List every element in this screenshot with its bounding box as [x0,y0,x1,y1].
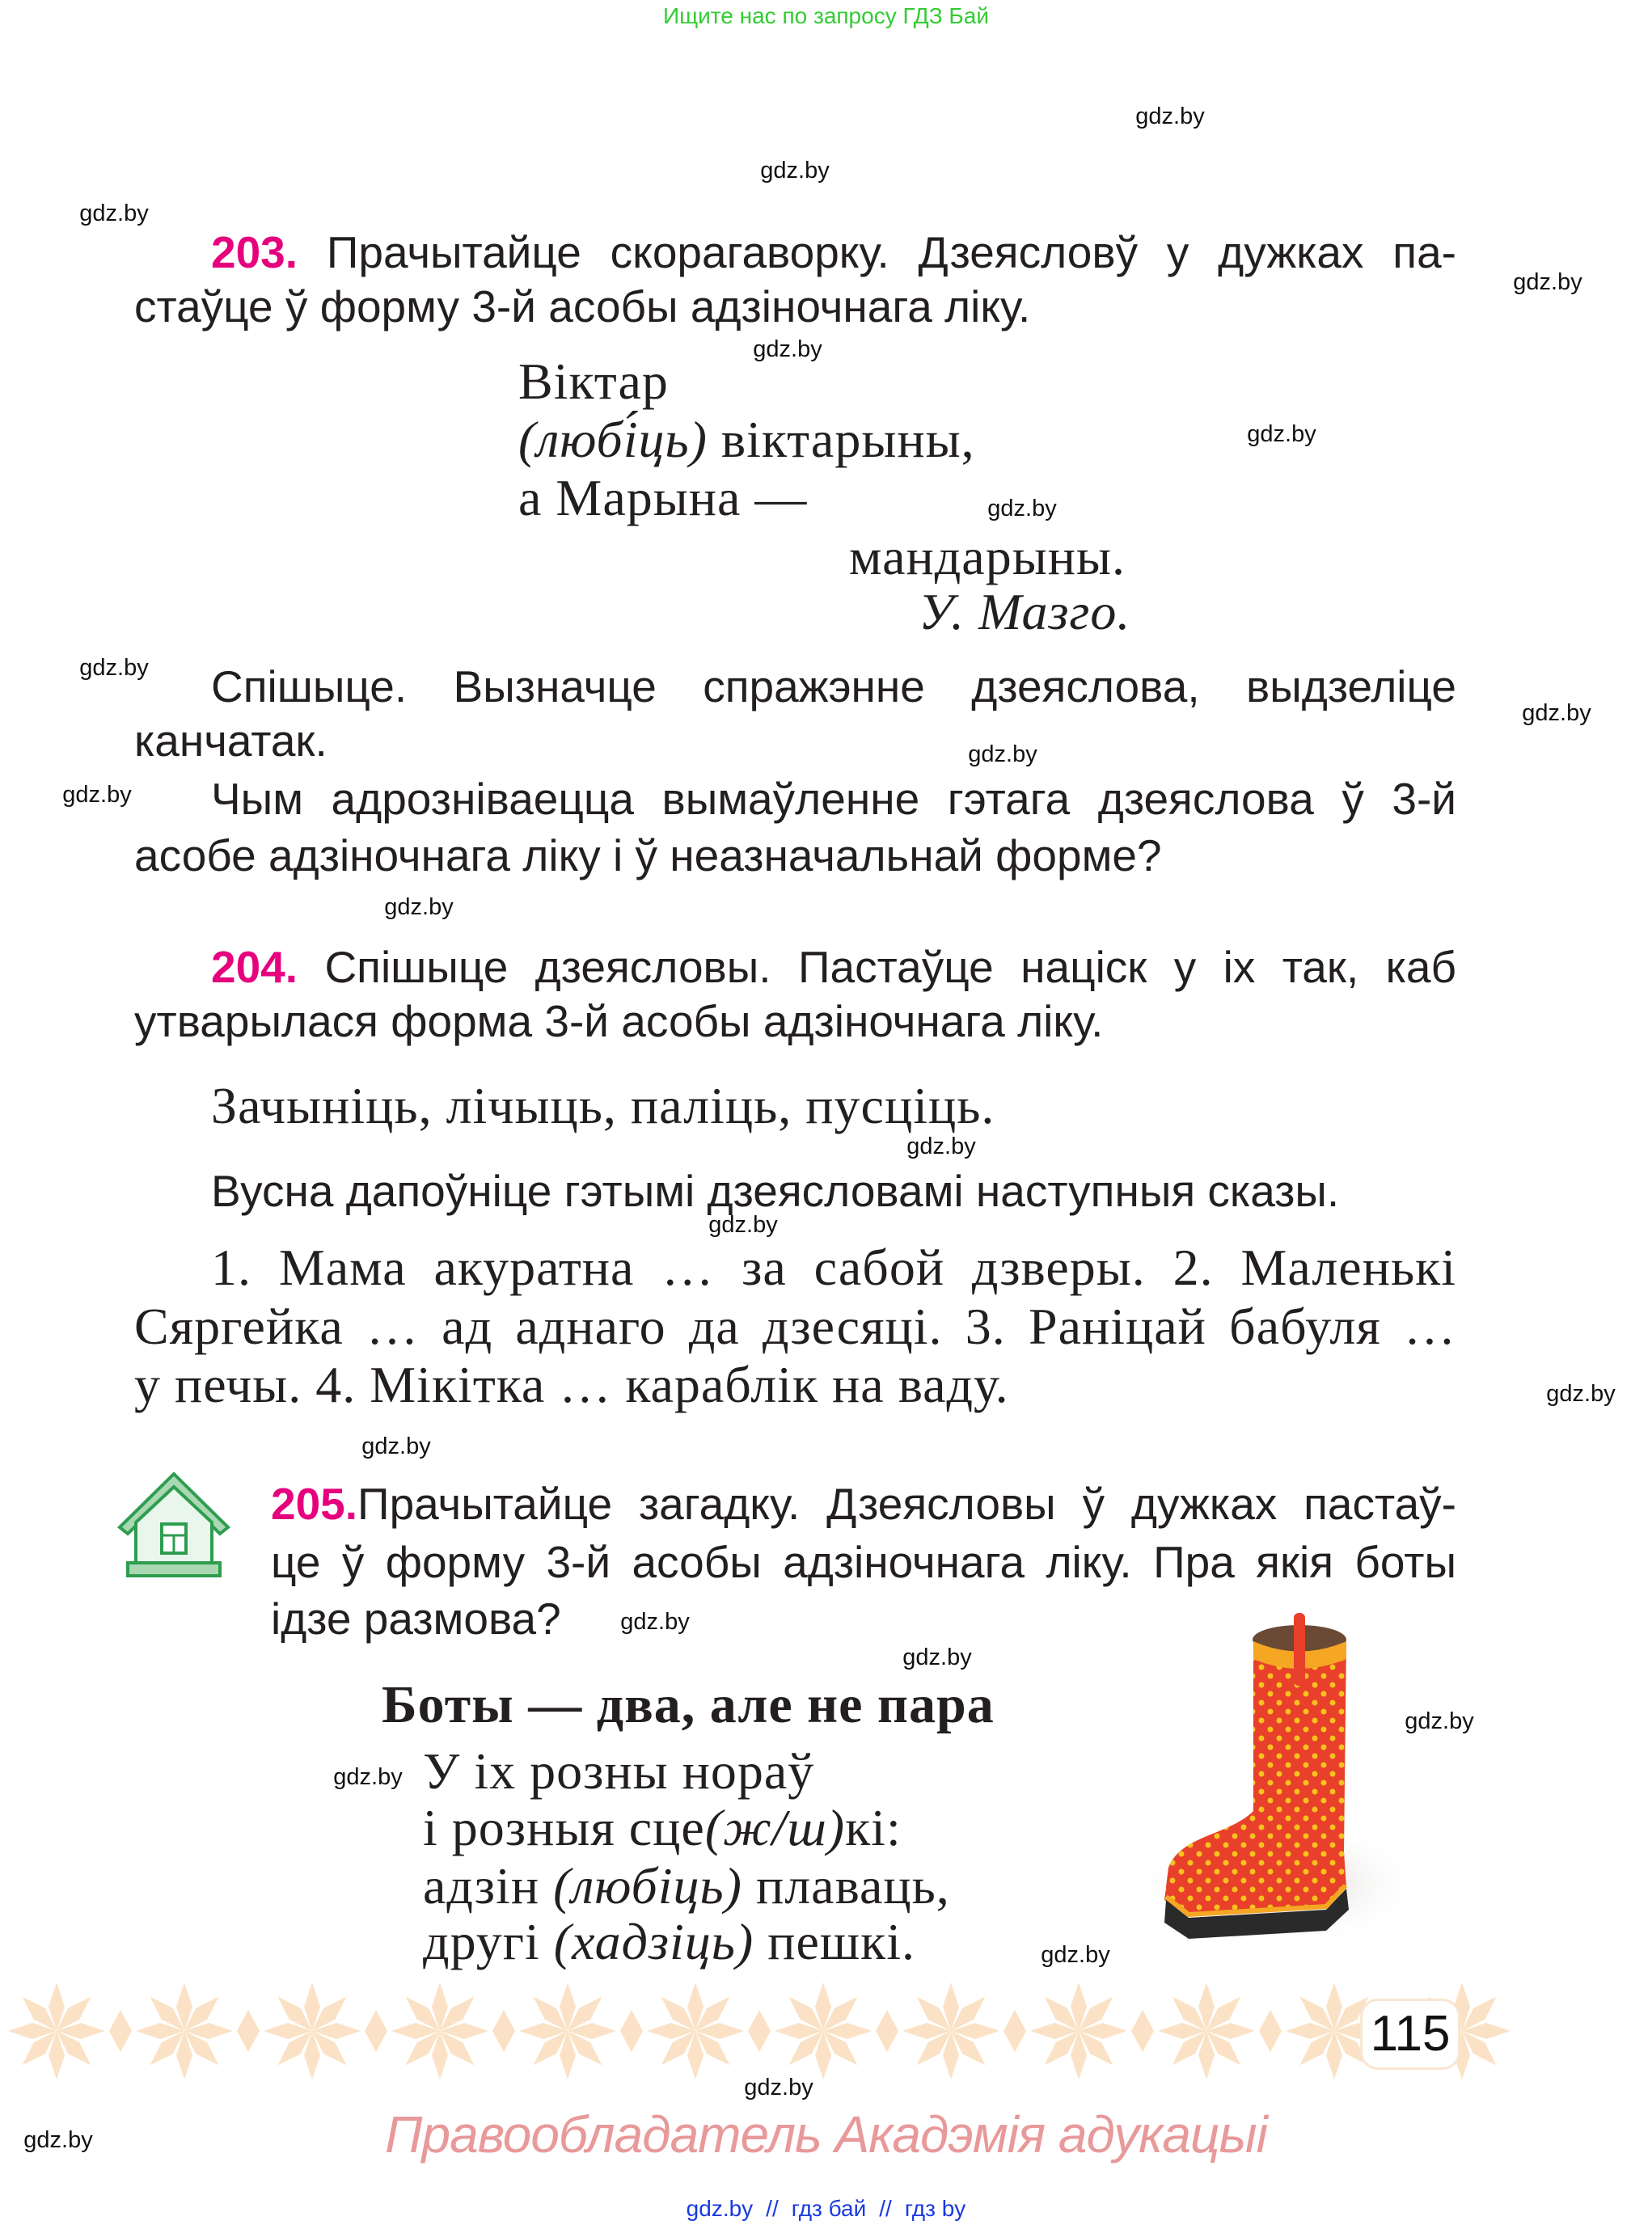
ornament-star [264,1982,361,2079]
ornament-star [1030,1982,1127,2079]
watermark: gdz.by [1522,700,1591,726]
poem-line: мандарыны. [849,528,1126,585]
watermark: gdz.by [906,1134,976,1159]
riddle-title: Боты — два, але не пара [382,1675,995,1734]
poem-author: У. Мазго. [919,583,1131,640]
footer-links [0,2196,1652,2222]
watermark: gdz.by [361,1433,431,1459]
watermark: gdz.by [1041,1942,1110,1968]
riddle-text: плаваць, [741,1857,950,1915]
poem-line: Віктар [518,353,669,410]
home-task-icon [116,1471,231,1579]
ex204-line2: утварылася форма 3-й асобы адзіночнага ліку. [134,996,1104,1046]
verb-in-brackets: (хадзіць) [553,1913,754,1970]
ornament-band [8,1981,1512,2082]
ex203-task2-line2: асобе адзіночнага ліку і ў неазначальнай форме? [134,830,1162,880]
watermark: gdz.by [987,496,1057,521]
watermark: gdz.by [760,158,830,184]
riddle-line: У іх розны нораў [423,1742,815,1800]
footer-link[interactable]: gdz.by [686,2196,754,2221]
ex203-task1-line1: Спішыце. Вызначце спражэнне дзеяслова, выдзеліце [211,661,1456,711]
letter-choice: (ж/ш) [704,1799,846,1856]
footer-link[interactable]: гдз by [904,2196,966,2221]
watermark: gdz.by [1135,103,1205,129]
rubber-boot-illustration [1132,1609,1423,1957]
separator: // [879,2196,892,2221]
ex205-text: Прачытайце загадку. Дзеясловы ў дужках пастаў- [357,1479,1456,1529]
verb-in-brackets: (любі́ць) [518,411,708,468]
exercise-number: 204. [211,942,298,992]
riddle-text: і розныя сце [423,1799,705,1856]
ornament-diamond [748,2010,771,2052]
exercise-number: 203. [211,227,298,277]
ornament-star [775,1982,872,2079]
search-hint: Ищите нас по запросу ГДЗ Бай [662,3,990,28]
watermark: gdz.by [968,741,1037,767]
watermark: gdz.by [753,336,822,362]
ornament-star [902,1982,999,2079]
ornament-star [519,1982,616,2079]
ex203-line1 [211,228,1456,277]
ex203-line2: стаўце ў форму 3-й асобы адзіночнага ліку. [134,281,1031,331]
watermark: gdz.by [1405,1708,1474,1734]
ornament-diamond [1003,2010,1026,2052]
page-number: 115 [1360,1999,1460,2070]
watermark: gdz.by [333,1764,403,1790]
riddle-text: пешкі. [754,1913,915,1970]
ex204-text: Спішыце дзеясловы. Пастаўце націск у іх так, каб [324,942,1456,992]
ex203-task2-line1: Чым адрозніваецца вымаўленне гэтага дзеяслова ў 3-й [211,774,1456,824]
ex204-sentence-line: Сяргейка … ад аднаго да дзесяці. 3. Раніцай бабуля … [134,1298,1456,1355]
watermark: gdz.by [62,782,132,808]
ex205-line3: ідзе размова? [271,1594,561,1644]
ornament-diamond [876,2010,898,2052]
ex203-text: Прачытайце скорагаворку. Дзеясловў у дужках па- [326,227,1456,277]
watermark: gdz.by [744,2075,813,2100]
ex205-line2: це ў форму 3-й асобы адзіночнага ліку. Пра якія боты [271,1537,1456,1587]
ex204-sentence-line: у печы. 4. Мікітка … караблік на ваду. [134,1356,1009,1413]
verb-in-brackets: (любіць) [553,1857,742,1915]
ornament-star [1158,1982,1255,2079]
ornament-star [391,1982,488,2079]
exercise-number: 205. [271,1479,358,1529]
ornament-star [136,1982,233,2079]
ornament-star [647,1982,744,2079]
ornament-diamond [1259,2010,1282,2052]
ornament-diamond [237,2010,260,2052]
poem-text: віктарыны, [707,411,975,468]
riddle-line [423,1799,902,1856]
ex204-verbs: Зачыніць, лічыць, паліць, пусціць. [211,1077,995,1134]
watermark: gdz.by [708,1212,778,1238]
riddle-text: адзін [423,1857,554,1915]
ex204-line1 [211,943,1456,991]
watermark: gdz.by [79,201,149,226]
riddle-line [423,1857,950,1915]
poem-line: а Марына — [518,469,808,526]
ex204-task: Вусна дапоўніце гэтымі дзеясловамі наступныя сказы. [211,1166,1340,1216]
ornament-diamond [492,2010,515,2052]
watermark: gdz.by [23,2127,93,2153]
watermark: gdz.by [1247,421,1316,447]
riddle-line [423,1913,915,1970]
watermark: gdz.by [384,894,454,920]
copyright-owner: Правообладатель Акадэмія адукацыі [385,2105,1267,2164]
ornament-diamond [365,2010,387,2052]
watermark: gdz.by [1546,1381,1616,1407]
footer-link[interactable]: гдз бай [791,2196,867,2221]
watermark: gdz.by [79,655,149,681]
ornament-star [8,1982,105,2079]
ex204-sentence-line: 1. Мама акуратна … за сабой дзверы. 2. Маленькі [211,1239,1456,1296]
watermark: gdz.by [1513,269,1582,295]
ex203-task1-line2: канчатак. [134,716,327,766]
watermark: gdz.by [902,1644,972,1670]
ornament-diamond [1131,2010,1154,2052]
ornament-diamond [109,2010,132,2052]
ex205-line1 [271,1480,1456,1528]
poem-line [518,411,975,468]
separator: // [766,2196,779,2221]
riddle-text: кі: [845,1799,902,1856]
watermark: gdz.by [620,1609,690,1635]
ornament-diamond [620,2010,643,2052]
riddle-text: другі [423,1913,554,1970]
